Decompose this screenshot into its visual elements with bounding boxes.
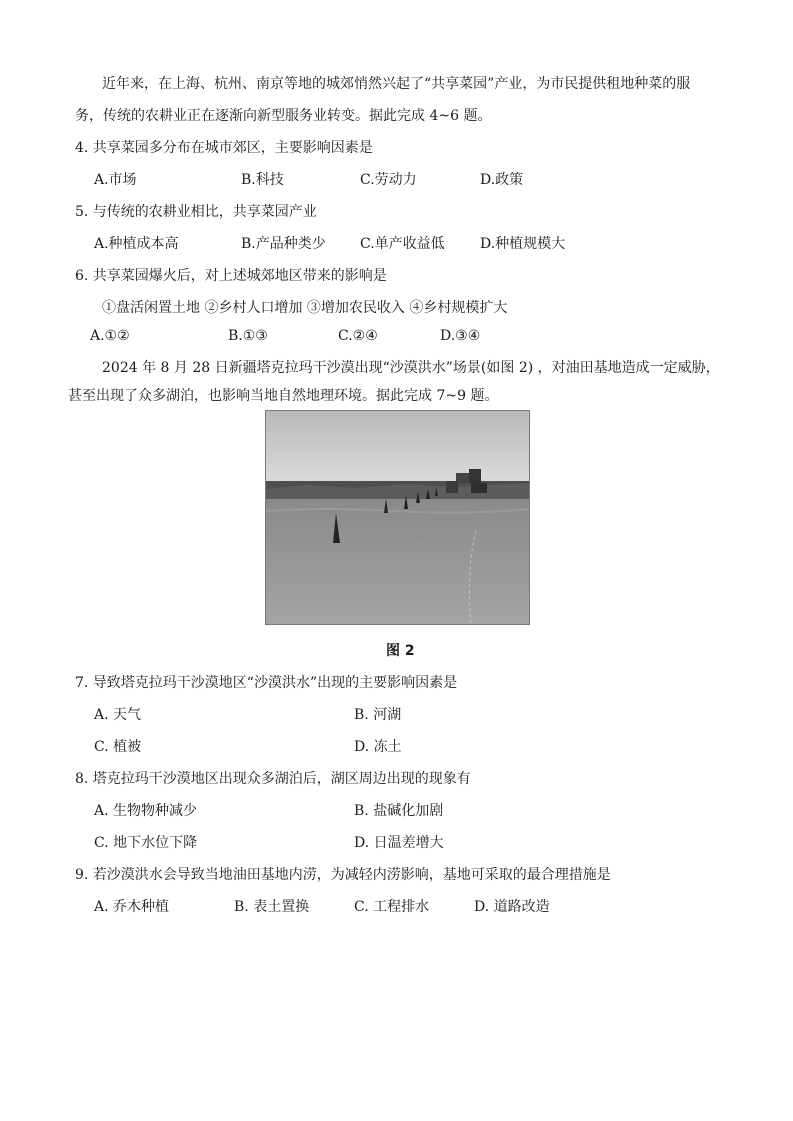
q6-option-d: D.③④: [440, 328, 481, 344]
q5-option-c: C.单产收益低: [360, 236, 445, 252]
question-7-stem: 7. 导致塔克拉玛干沙漠地区“沙漠洪水”出现的主要影响因素是: [75, 675, 458, 691]
question-8-stem: 8. 塔克拉玛干沙漠地区出现众多湖泊后，湖区周边出现的现象有: [75, 771, 471, 787]
q8-option-a: A. 生物物种减少: [94, 803, 198, 819]
q7-option-d: D. 冻土: [354, 739, 402, 755]
q8-option-d: D. 日温差增大: [354, 835, 444, 851]
q4-option-b: B.科技: [241, 172, 284, 188]
passage2-line2: 甚至出现了众多湖泊，也影响当地自然地理环境。据此完成 7~9 题。: [68, 388, 499, 404]
q7-option-b: B. 河湖: [354, 707, 402, 723]
q8-option-c: C. 地下水位下降: [94, 835, 198, 851]
q6-option-a: A.①②: [90, 328, 130, 344]
q9-option-b: B. 表土置换: [234, 899, 310, 915]
passage1-line1: 近年来，在上海、杭州、南京等地的城郊悄然兴起了“共享菜园”产业，为市民提供租地种菜的服: [102, 76, 691, 92]
q7-option-c: C. 植被: [94, 739, 142, 755]
q5-option-d: D.种植规模大: [480, 236, 566, 252]
q5-option-a: A.种植成本高: [94, 236, 179, 252]
q4-option-c: C.劳动力: [360, 172, 417, 188]
q7-option-a: A. 天气: [94, 707, 142, 723]
q9-option-c: C. 工程排水: [354, 899, 430, 915]
q4-option-d: D.政策: [480, 172, 524, 188]
figure-caption: 图 2: [386, 643, 415, 659]
passage2-line1: 2024 年 8 月 28 日新疆塔克拉玛干沙漠出现“沙漠洪水”场景(如图 2) ，对油田基地造成一定威胁，: [102, 360, 720, 376]
q9-option-d: D. 道路改造: [474, 899, 550, 915]
q6-option-c: C.②④: [338, 328, 378, 344]
q6-option-b: B.①③: [228, 328, 268, 344]
q4-option-a: A.市场: [94, 172, 137, 188]
desert-flood-photo: [265, 410, 530, 625]
q8-option-b: B. 盐碱化加剧: [354, 803, 444, 819]
question-5-stem: 5. 与传统的农耕业相比，共享菜园产业: [75, 204, 317, 220]
question-4-stem: 4. 共享菜园多分布在城市郊区，主要影响因素是: [75, 140, 373, 156]
question-9-stem: 9. 若沙漠洪水会导致当地油田基地内涝，为减轻内涝影响，基地可采取的最合理措施是: [75, 867, 611, 883]
q9-option-a: A. 乔木种植: [94, 899, 170, 915]
passage1-line2: 务，传统的农耕业正在逐渐向新型服务业转变。据此完成 4~6 题。: [75, 108, 492, 124]
question-6-stem: 6. 共享菜园爆火后，对上述城郊地区带来的影响是: [75, 268, 387, 284]
q6-statements: ①盘活闲置土地 ②乡村人口增加 ③增加农民收入 ④乡村规模扩大: [102, 300, 508, 316]
q5-option-b: B.产品种类少: [241, 236, 326, 252]
